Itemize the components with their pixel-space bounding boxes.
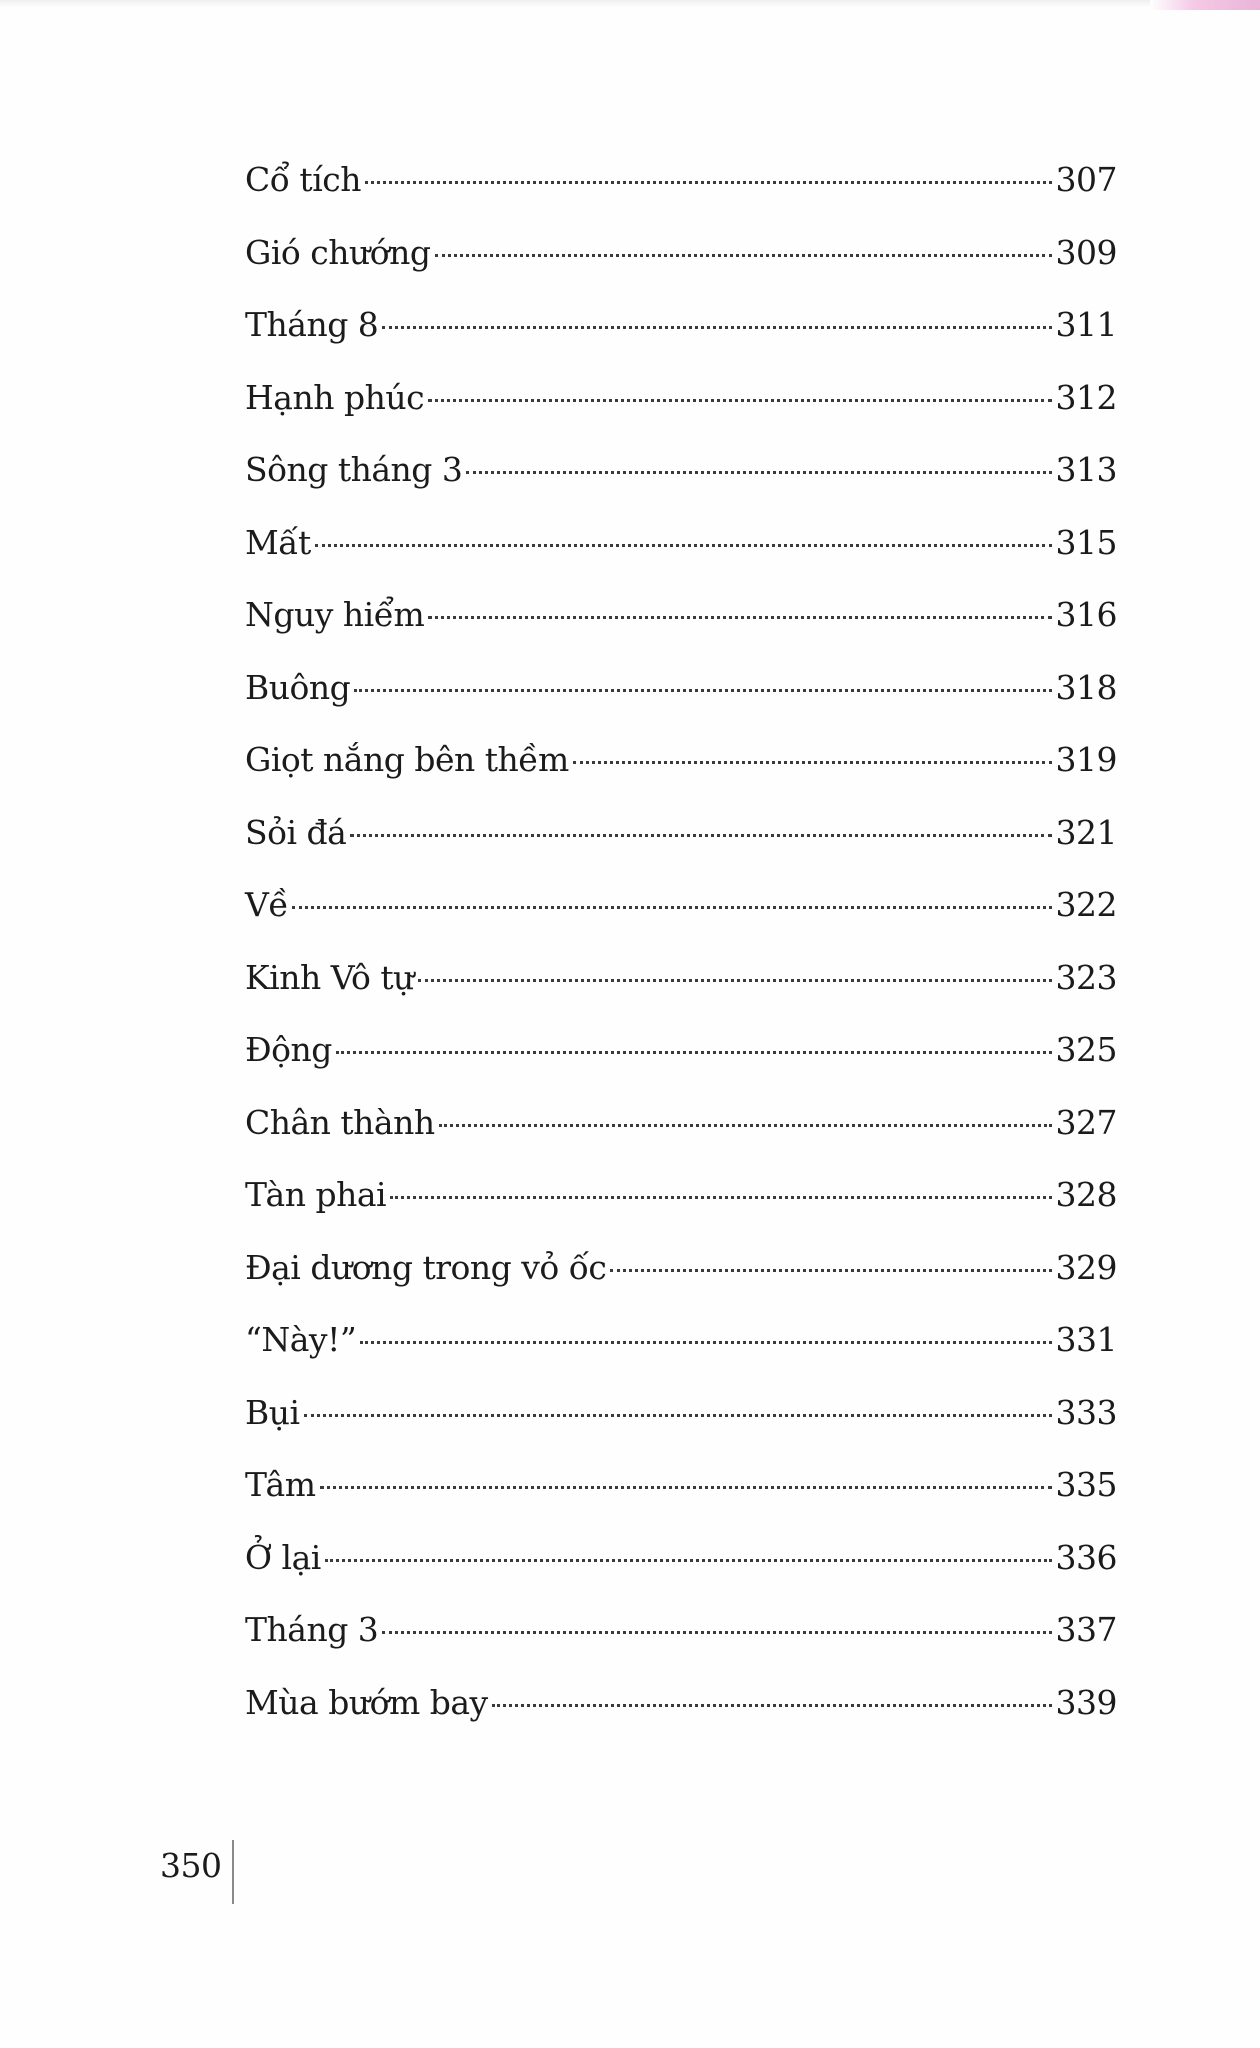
toc-dot-leader (354, 689, 1051, 692)
page-corner-tint (1150, 0, 1260, 10)
toc-dot-leader (466, 471, 1051, 474)
toc-dot-leader (382, 1631, 1051, 1634)
toc-entry-title: Mất (245, 522, 311, 562)
toc-entry-title: Động (245, 1030, 332, 1069)
toc-entry-title: Chân thành (245, 1102, 435, 1142)
toc-entry-page: 318 (1055, 667, 1117, 707)
toc-entry-title: Tàn phai (245, 1175, 387, 1214)
toc-entry (245, 1103, 1117, 1176)
toc-entry-page: 313 (1055, 450, 1117, 489)
page-top-edge (0, 0, 1260, 8)
toc-entry-title: Mùa bướm bay (245, 1682, 488, 1722)
toc-dot-leader (320, 1486, 1052, 1489)
toc-dot-leader (336, 1051, 1052, 1054)
toc-entry (245, 595, 1117, 668)
toc-entry-title: Hạnh phúc (245, 377, 425, 417)
toc-entry-title: Tâm (245, 1465, 316, 1504)
toc-entry-title: Tháng 8 (245, 305, 379, 344)
toc-entry (245, 1320, 1117, 1393)
toc-entry (245, 233, 1117, 306)
toc-entry (245, 740, 1117, 813)
toc-entry-page: 315 (1055, 522, 1117, 562)
toc-entry-page: 336 (1055, 1537, 1117, 1577)
toc-dot-leader (439, 1124, 1052, 1127)
toc-entry-page: 328 (1055, 1175, 1117, 1214)
toc-entry-page: 337 (1055, 1610, 1117, 1649)
toc-entry-title: Tháng 3 (245, 1610, 379, 1649)
toc-entry (245, 1683, 1117, 1756)
toc-entry-page: 331 (1055, 1320, 1117, 1359)
toc-dot-leader (350, 834, 1051, 837)
toc-dot-leader (428, 616, 1051, 619)
toc-entry (245, 1465, 1117, 1538)
toc-entry (245, 813, 1117, 886)
toc-dot-leader (418, 979, 1052, 982)
toc-entry-page: 312 (1055, 377, 1117, 417)
page-number: 350 (160, 1846, 222, 1885)
toc-entry (245, 305, 1117, 378)
toc-dot-leader (610, 1269, 1051, 1272)
toc-entry (245, 1538, 1117, 1611)
toc-entry-page: 307 (1055, 160, 1117, 199)
toc-entry-title: Kinh Vô tự (245, 957, 414, 997)
toc-entry (245, 1610, 1117, 1683)
toc-entry-title: Bụi (245, 1392, 300, 1432)
toc-entry-page: 339 (1055, 1682, 1117, 1722)
toc-entry-title: “Này!” (245, 1320, 357, 1359)
toc-entry-title: Cổ tích (245, 160, 361, 199)
toc-entry-page: 322 (1055, 885, 1117, 924)
toc-dot-leader (435, 254, 1052, 257)
toc-dot-leader (492, 1704, 1052, 1707)
toc-entry-page: 311 (1055, 305, 1117, 344)
toc-entry-page: 325 (1055, 1030, 1117, 1069)
toc-entry-title: Giọt nắng bên thềm (245, 740, 569, 779)
toc-entry (245, 1393, 1117, 1466)
toc-entry (245, 958, 1117, 1031)
toc-entry-page: 321 (1055, 812, 1117, 852)
toc-entry (245, 1248, 1117, 1321)
toc-dot-leader (573, 761, 1052, 764)
toc-entry (245, 668, 1117, 741)
toc-entry-page: 335 (1055, 1465, 1117, 1504)
toc-entry-title: Về (245, 885, 289, 924)
toc-entry-title: Sỏi đá (245, 812, 347, 852)
toc-entry-title: Ở lại (245, 1537, 321, 1577)
page-number-divider (232, 1840, 234, 1904)
table-of-contents (245, 160, 1117, 1755)
toc-entry-title: Buông (245, 667, 351, 707)
toc-entry-page: 333 (1055, 1392, 1117, 1432)
toc-dot-leader (428, 399, 1051, 402)
toc-entry (245, 450, 1117, 523)
toc-entry (245, 885, 1117, 958)
toc-entry-page: 319 (1055, 740, 1117, 779)
toc-entry-page: 327 (1055, 1102, 1117, 1142)
toc-entry-title: Gió chướng (245, 232, 431, 272)
toc-dot-leader (292, 906, 1051, 909)
toc-entry (245, 523, 1117, 596)
toc-entry (245, 378, 1117, 451)
toc-entry-page: 309 (1055, 232, 1117, 272)
toc-entry (245, 1175, 1117, 1248)
toc-dot-leader (360, 1341, 1051, 1344)
toc-dot-leader (304, 1414, 1052, 1417)
toc-entry-page: 329 (1055, 1247, 1117, 1287)
toc-dot-leader (365, 181, 1052, 184)
toc-dot-leader (382, 326, 1051, 329)
toc-entry (245, 160, 1117, 233)
toc-dot-leader (315, 544, 1052, 547)
toc-entry-page: 316 (1055, 595, 1117, 634)
toc-entry-title: Sông tháng 3 (245, 450, 463, 489)
toc-entry-title: Nguy hiểm (245, 595, 425, 634)
toc-entry-title: Đại dương trong vỏ ốc (245, 1247, 607, 1287)
toc-entry (245, 1030, 1117, 1103)
toc-entry-page: 323 (1055, 957, 1117, 997)
toc-dot-leader (325, 1559, 1052, 1562)
toc-dot-leader (390, 1196, 1051, 1199)
